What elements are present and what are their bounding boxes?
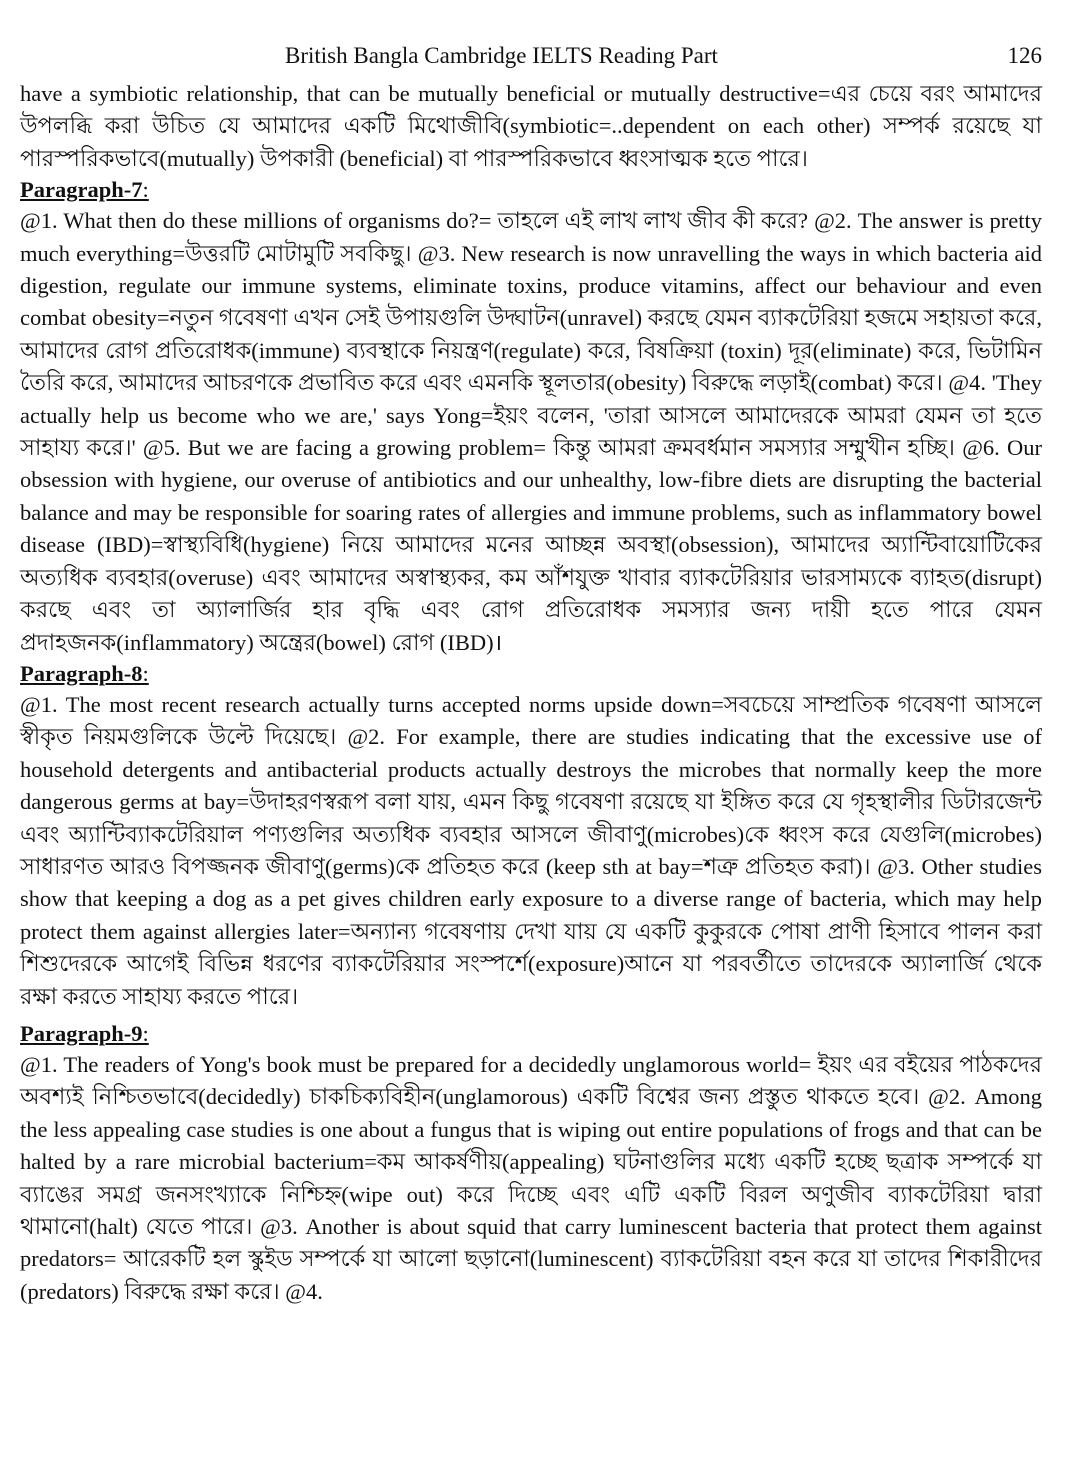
heading-label: Paragraph-9: [20, 1020, 143, 1046]
paragraph-9-heading: [20, 1019, 1042, 1049]
paragraph-7-body: @1. What then do these millions of organisms do?= তাহলে এই লাখ লাখ জীব কী করে? @2. The answer is pretty much everything=উত্তরটি মোটামুটি সবকিছু। @3. New research is now unravelling the ways in which bacteria aid digestion, regulate our immune systems, eliminate toxins, produce vitamins, affect our behaviour and even combat obesity=নতুন গবেষণা এখন সেই উপায়গুলি উদ্ঘাটন(unravel) করছে যেমন ব্যাকটেরিয়া হজমে সহায়তা করে, আমাদের রোগ প্রতিরোধক(immune) ব্যবস্থাকে নিয়ন্ত্রণ(regulate) করে, বিষক্রিয়া (toxin) দূর(eliminate) করে, ভিটামিন তৈরি করে, আমাদের আচরণকে প্রভাবিত করে এবং এমনকি স্থূলতার(obesity) বিরুদ্ধে লড়াই(combat) করে। @4. 'They actually help us become who we are,' says Yong=ইয়ং বলেন, 'তারা আসলে আমাদেরকে আমরা যেমন তা হতে সাহায্য করে।' @5. But we are facing a growing problem= কিন্তু আমরা ক্রমবর্ধমান সমস্যার সম্মুখীন হচ্ছি। @6. Our obsession with hygiene, our overuse of antibiotics and our unhealthy, low-fibre diets are disrupting the bacterial balance and may be responsible for soaring rates of allergies and immune problems, such as inflammatory bowel disease (IBD)=স্বাস্থ্যবিধি(hygiene) নিয়ে আমাদের মনের আচ্ছন্ন অবস্থা(obsession), আমাদের অ্যান্টিবায়োটিকের অত্যধিক ব্যবহার(overuse) এবং আমাদের অস্বাস্থ্যকর, কম আঁশযুক্ত খাবার ব্যাকটেরিয়ার ভারসাম্যকে ব্যাহত(disrupt) করছে এবং তা অ্যালার্জির হার বৃদ্ধি এবং রোগ প্রতিরোধক সমস্যার জন্য দায়ী হতে পারে যেমন প্রদাহজনক(inflammatory) অন্ত্রের(bowel) রোগ (IBD)।: [20, 208, 1043, 655]
paragraph-6-continuation: have a symbiotic relationship, that can be mutually beneficial or mutually destructive=এর চেয়ে বরং আমাদের উপলব্ধি করা উচিত যে আমাদের একটি মিথোজীবি(symbiotic=..dependent on each other) সম্পর্ক রয়েছে যা পারস্পরিকভাবে(mutually) উপকারী (beneficial) বা পারস্পরিকভাবে ধ্বংসাত্মক হতে পারে।: [20, 81, 1042, 171]
heading-label: Paragraph-8: [20, 660, 143, 686]
heading-colon: :: [142, 660, 149, 686]
header-title: British Bangla Cambridge IELTS Reading Part: [285, 43, 718, 68]
page-header: [20, 34, 1042, 74]
heading-label: Paragraph-7: [20, 177, 143, 203]
paragraph-8-body: @1. The most recent research actually turns accepted norms upside down=সবচেয়ে সাম্প্রতিক গবেষণা আসলে স্বীকৃত নিয়মগুলিকে উল্টে দিয়েছে। @2. For example, there are studies indicating that the excessive use of household detergents and antibacterial products actually destroys the microbes that normally keep the more dangerous germs at bay=উদাহরণস্বরূপ বলা যায়, এমন কিছু গবেষণা রয়েছে যা ইঙ্গিত করে যে গৃহস্থালীর ডিটারজেন্ট এবং অ্যান্টিব্যাকটেরিয়াল পণ্যগুলির অত্যধিক ব্যবহার আসলে জীবাণু(microbes)কে ধ্বংস করে যেগুলি(microbes) সাধারণত আরও বিপজ্জনক জীবাণু(germs)কে প্রতিহত করে (keep sth at bay=শত্রু প্রতিহত করা)। @3. Other studies show that keeping a dog as a pet gives children early exposure to a diverse range of bacteria, which may help protect them against allergies later=অন্যান্য গবেষণায় দেখা যায় যে একটি কুকুরকে পোষা প্রাণী হিসাবে পালন করা শিশুদেরকে আগেই বিভিন্ন ধরণের ব্যাকটেরিয়ার সংস্পর্শে(exposure)আনে যা পরবর্তীতে তাদেরকে অ্যালার্জি থেকে রক্ষা করতে সাহায্য করতে পারে।: [20, 691, 1042, 1009]
paragraph-7-heading: [20, 175, 1042, 205]
paragraph-8-heading: [20, 659, 1042, 689]
heading-colon: :: [142, 177, 149, 203]
page-number: 126: [1007, 43, 1042, 68]
heading-colon: :: [142, 1020, 149, 1046]
paragraph-9-body: @1. The readers of Yong's book must be prepared for a decidedly unglamorous world= ইয়ং এর বইয়ের পাঠকদের অবশ্যই নিশ্চিতভাবে(decidedly) চাকচিক্যবিহীন(unglamorous) একটি বিশ্বের জন্য প্রস্তুত থাকতে হবে। @2. Among the less appealing case studies is one about a fungus that is wiping out entire populations of frogs and that can be halted by a rare microbial bacterium=কম আকর্ষণীয়(appealing) ঘটনাগুলির মধ্যে একটি হচ্ছে ছত্রাক সম্পর্কে যা ব্যাঙের সমগ্র জনসংখ্যাকে নিশ্চিহ্ন(wipe out) করে দিচ্ছে এবং এটি একটি বিরল অণুজীব ব্যাকটেরিয়া দ্বারা থামানো(halt) যেতে পারে। @3. Another is about squid that carry luminescent bacteria that protect them against predators= আরেকটি হল স্কুইড সম্পর্কে যা আলো ছড়ানো(luminescent) ব্যাকটেরিয়া বহন করে যা তাদের শিকারীদের (predators) বিরুদ্ধে রক্ষা করে। @4.: [20, 1051, 1042, 1304]
